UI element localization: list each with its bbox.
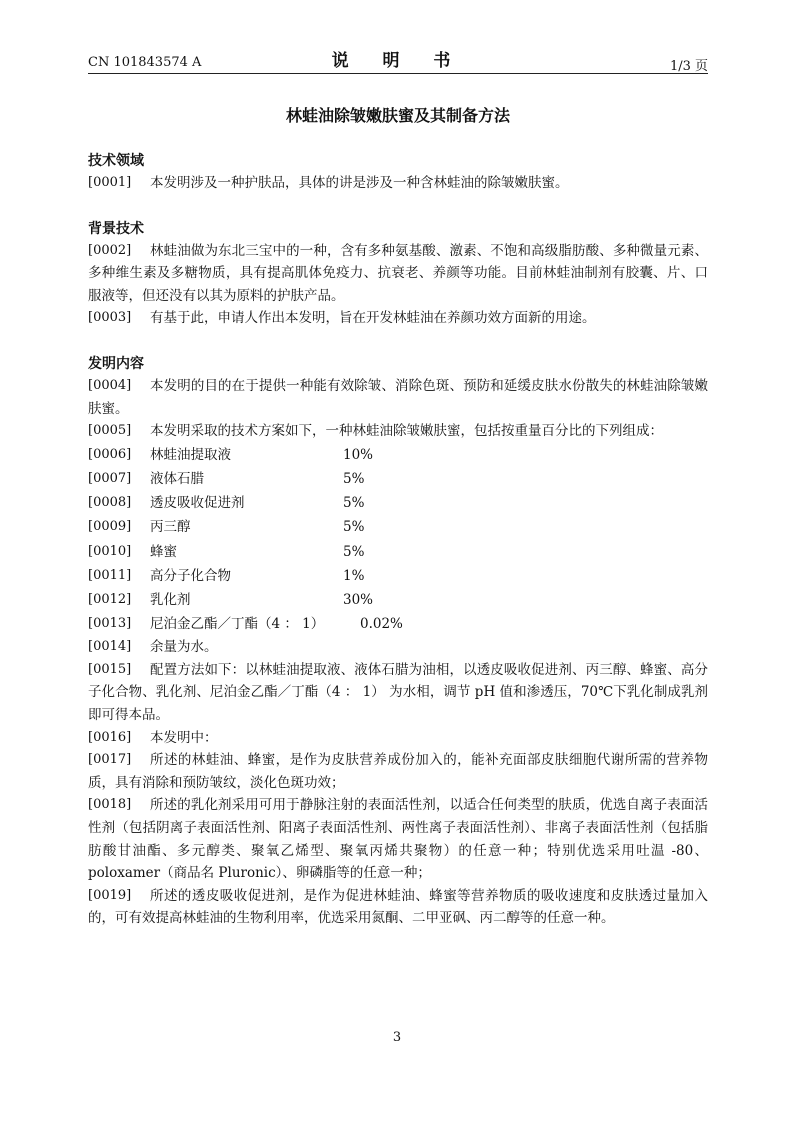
- ingredient-name: 丙三醇: [150, 519, 191, 536]
- paragraph-text: 所述的乳化剂采用可用于静脉注射的表面活性剂，以适合任何类型的肤质，优选自离子表面活性剂（包括阴离子表面活性剂、阳离子表面活性剂、两性离子表面活性剂）、非离子表面活性剂（包括脂肪酸甘油酯、多元醇类、聚氧乙烯型、聚氧丙烯共聚物）的任意一种；特别优选采用吐温 -80、poloxamer（商品名 Pluronic）、卵磷脂等的任意一种；: [88, 797, 708, 882]
- ingredient-name: 尼泊金乙酯／丁酯（4 ： 1）: [150, 616, 325, 633]
- page-header: [88, 44, 708, 74]
- composition-row: [88, 564, 708, 588]
- document-body: [88, 148, 708, 930]
- paragraph-number: [0018]: [88, 797, 132, 813]
- paragraph-text: 所述的林蛙油、蜂蜜，是作为皮肤营养成份加入的，能补充面部皮肤细胞代谢所需的营养物质，具有消除和预防皱纹，淡化色斑功效；: [88, 752, 708, 791]
- paragraph-text: 有基于此，申请人作出本发明，旨在开发林蛙油在养颜功效方面新的用途。: [150, 310, 596, 327]
- ingredient-name: 液体石腊: [150, 470, 204, 487]
- paragraph-text: 本发明中：: [150, 729, 218, 746]
- paragraph-0017: [88, 749, 708, 794]
- paragraph-text: 林蛙油做为东北三宝中的一种，含有多种氨基酸、激素、不饱和高级脂肪酸、多种微量元素、多种维生素及多糖物质，具有提高肌体免疫力、抗衰老、养颜等功能。目前林蛙油制剂有胶囊、片、口服液等，但还没有以其为原料的护肤产品。: [88, 242, 708, 304]
- page-number: 3: [392, 1030, 402, 1045]
- ingredient-amount: 0.02%: [360, 616, 403, 633]
- paragraph-0016: [88, 727, 708, 750]
- composition-row: [88, 467, 708, 491]
- paragraph-text: 所述的透皮吸收促进剂，是作为促进林蛙油、蜂蜜等营养物质的吸收速度和皮肤透过量加入的，可有效提高林蛙油的生物利用率，优选采用氮酮、二甲亚砜、丙二醇等的任意一种。: [88, 887, 708, 927]
- document-type: 说 明 书: [331, 51, 465, 71]
- paragraph-number: [0012]: [88, 591, 132, 607]
- paragraph-number: [0009]: [88, 519, 132, 535]
- section-heading-invention-content: 发明内容: [88, 355, 144, 372]
- paragraph-0014: [88, 636, 708, 659]
- paragraph-text: 本发明的目的在于提供一种能有效除皱、消除色斑、预防和延缓皮肤水份散失的林蛙油除皱嫩肤蜜。: [88, 377, 708, 417]
- section-heading-technical-field: 技术领域: [88, 153, 144, 169]
- paragraph-number: [0010]: [88, 543, 132, 559]
- paragraph-number: [0019]: [88, 887, 132, 903]
- ingredient-name: 透皮吸收促进剂: [150, 495, 245, 512]
- composition-row: [88, 443, 708, 467]
- paragraph-number: [0011]: [88, 567, 132, 583]
- ingredient-name: 高分子化合物: [150, 567, 231, 584]
- paragraph-number: [0008]: [88, 495, 132, 511]
- paragraph-number: [0006]: [88, 446, 132, 462]
- composition-row: [88, 491, 708, 515]
- paragraph-number: [0005]: [88, 423, 132, 439]
- paragraph-0018: [88, 794, 708, 884]
- page-indicator: 1/3 页: [669, 59, 708, 74]
- paragraph-number: [0003]: [88, 310, 132, 326]
- paragraph-text: 配置方法如下：以林蛙油提取液、液体石腊为油相，以透皮吸收促进剂、丙三醇、蜂蜜、高分子化合物、乳化剂、尼泊金乙酯／丁酯（4 ： 1） 为水相，调节 pH 值和渗透压，70℃下乳化制成乳剂即可得本品。: [88, 661, 708, 724]
- section-heading-background: 背景技术: [88, 220, 144, 237]
- paragraph-0002: [88, 240, 708, 308]
- paragraph-number: [0002]: [88, 242, 132, 258]
- document-title: 林蛙油除皱嫩肤蜜及其制备方法: [285, 106, 510, 125]
- paragraph-number: [0001]: [88, 175, 132, 190]
- ingredient-amount: 10%: [343, 446, 374, 463]
- ingredient-amount: 5%: [343, 543, 365, 560]
- ingredient-name: 蜂蜜: [150, 543, 177, 560]
- paragraph-0019: [88, 885, 708, 930]
- paragraph-number: [0015]: [88, 661, 132, 677]
- ingredient-amount: 5%: [343, 519, 365, 536]
- composition-row: [88, 588, 708, 612]
- paragraph-0005: [88, 420, 708, 443]
- paragraph-number: [0016]: [88, 729, 132, 745]
- paragraph-0015: [88, 659, 708, 727]
- ingredient-amount: 1%: [343, 567, 365, 584]
- paragraph-text: 本发明采取的技术方案如下，一种林蛙油除皱嫩肤蜜，包括按重量百分比的下列组成：: [150, 423, 663, 440]
- ingredient-name: 乳化剂: [150, 591, 191, 608]
- ingredient-amount: 30%: [343, 591, 374, 608]
- paragraph-0003: [88, 307, 708, 330]
- publication-number: CN 101843574 A: [88, 55, 202, 70]
- composition-row: [88, 515, 708, 539]
- paragraph-number: [0004]: [88, 377, 132, 393]
- paragraph-number: [0013]: [88, 616, 132, 632]
- paragraph-0001: [88, 172, 708, 195]
- paragraph-text: 余量为水。: [150, 639, 218, 656]
- paragraph-number: [0017]: [88, 752, 132, 768]
- ingredient-amount: 5%: [343, 470, 365, 487]
- composition-row: [88, 540, 708, 564]
- paragraph-0004: [88, 375, 708, 420]
- paragraph-number: [0014]: [88, 639, 132, 655]
- ingredient-amount: 5%: [343, 495, 365, 512]
- paragraph-number: [0007]: [88, 470, 132, 486]
- ingredient-name: 林蛙油提取液: [150, 446, 231, 463]
- header-divider: [88, 73, 708, 74]
- paragraph-text: 本发明涉及一种护肤品，具体的讲是涉及一种含林蛙油的除皱嫩肤蜜。: [150, 175, 569, 191]
- composition-row: [88, 612, 708, 636]
